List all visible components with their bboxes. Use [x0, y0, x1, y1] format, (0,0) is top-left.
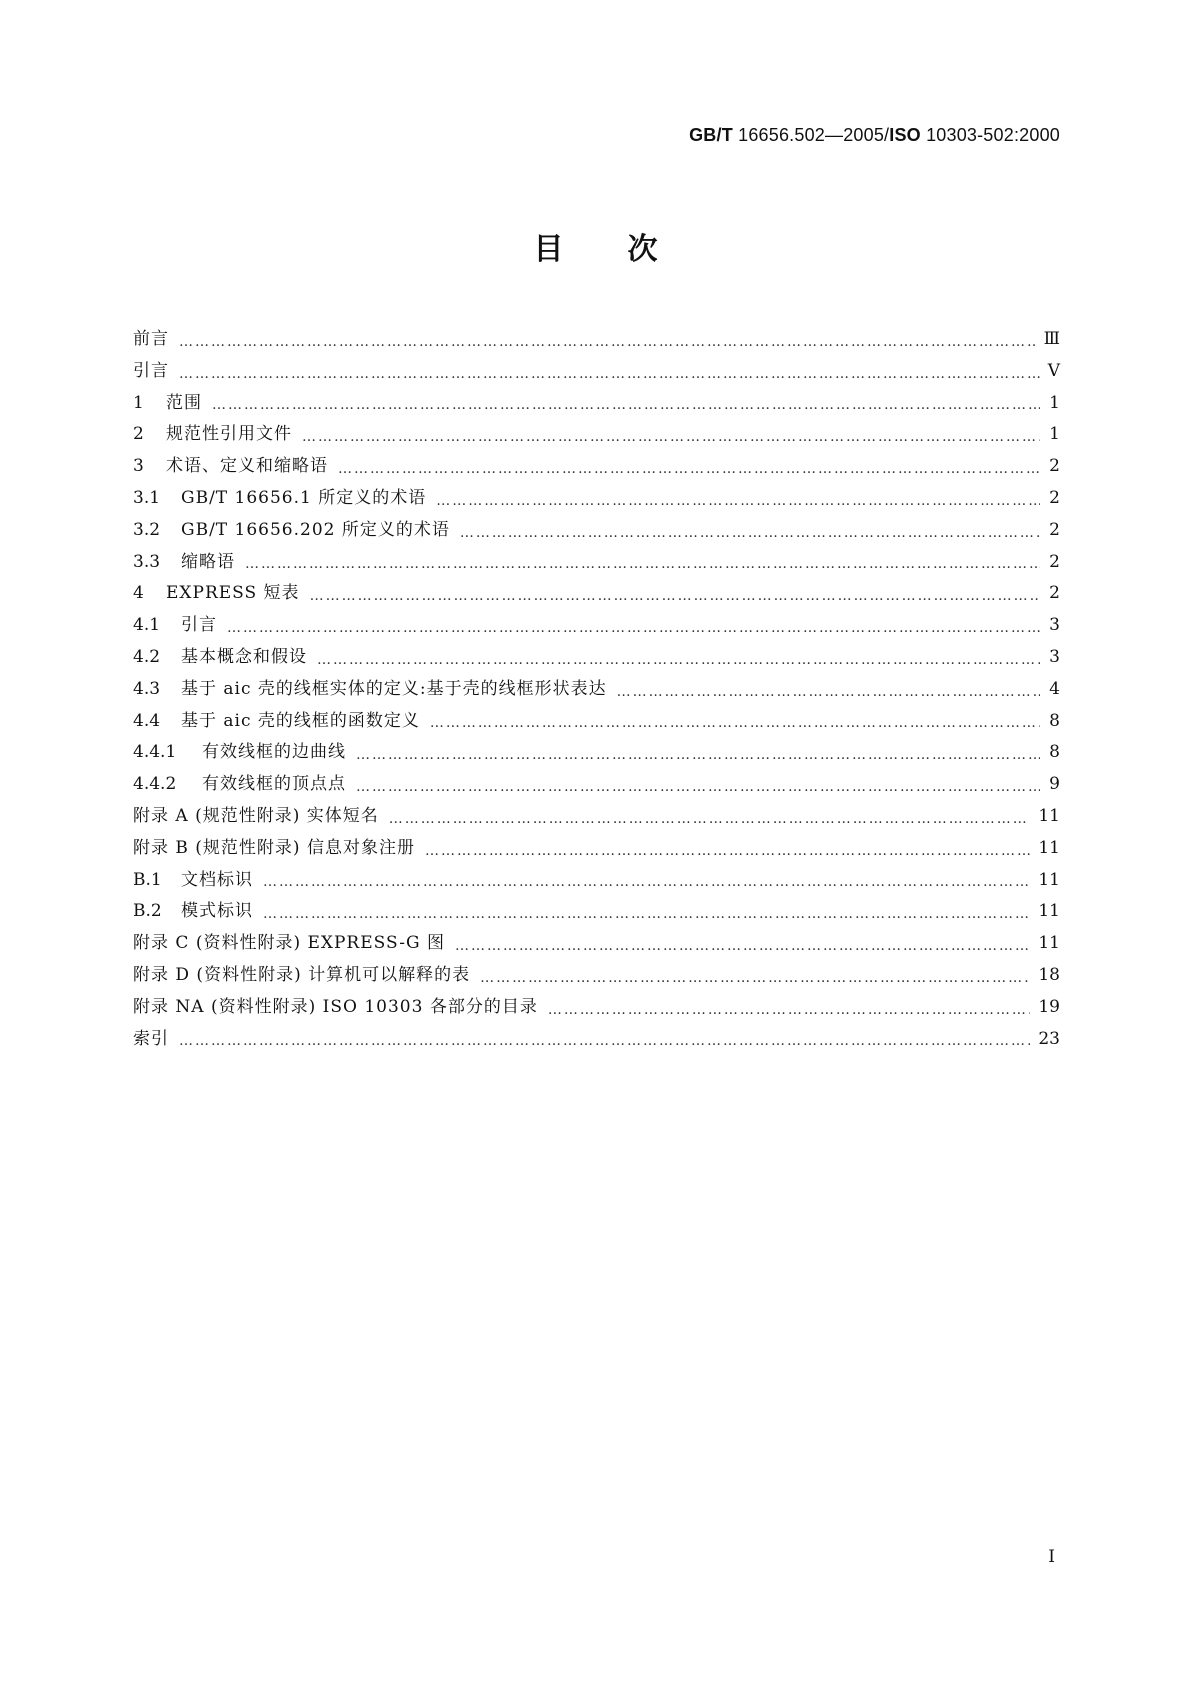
toc-entry[interactable] [133, 610, 1060, 642]
standard-number [689, 125, 1060, 146]
toc-entry-label: 缩略语 [181, 551, 235, 572]
toc-dot-leader [548, 1002, 1031, 1018]
toc-entry-number: 4.4.1 [133, 742, 177, 763]
toc-entry-page: 11 [1038, 933, 1060, 954]
toc-entry-label: 索引 [133, 1028, 169, 1049]
std-code-iso: 10303-502:2000 [926, 125, 1060, 145]
toc-entry-number: 4.3 [133, 678, 161, 699]
toc-entry-page: Ⅴ [1047, 360, 1060, 381]
toc-entry[interactable] [133, 801, 1060, 833]
toc-entry-number: B.2 [133, 901, 162, 922]
toc-entry-label: 附录 A (规范性附录) 实体短名 [133, 805, 379, 826]
page-number: I [1048, 1547, 1055, 1567]
toc-entry-page: 2 [1049, 551, 1060, 572]
toc-entry-label: 基于 aic 壳的线框的函数定义 [181, 710, 420, 731]
toc-entry-label: 有效线框的边曲线 [202, 742, 346, 763]
toc-entry-label: 附录 NA (资料性附录) ISO 10303 各部分的目录 [133, 996, 538, 1017]
toc-entry[interactable] [133, 960, 1060, 992]
toc-entry-number: 1 [133, 392, 144, 413]
toc-entry-page: 1 [1049, 392, 1060, 413]
toc-entry-page: 1 [1049, 424, 1060, 445]
toc-entry[interactable] [133, 356, 1060, 388]
toc-entry-page: 11 [1038, 837, 1060, 858]
toc-entry-page: 18 [1038, 964, 1060, 985]
std-code-gb: 16656.502—2005/ [738, 125, 890, 145]
toc-entry-label: 附录 D (资料性附录) 计算机可以解释的表 [133, 964, 471, 985]
toc-entry-label: 模式标识 [181, 901, 253, 922]
toc-entry-number: 4.1 [133, 615, 161, 636]
toc-entry[interactable] [133, 419, 1060, 451]
toc-dot-leader [179, 366, 1040, 382]
toc-entry[interactable] [133, 483, 1060, 515]
toc-entry-page: Ⅲ [1043, 329, 1060, 349]
toc-entry-number: 3 [133, 456, 144, 477]
toc-entry-label: GB/T 16656.1 所定义的术语 [181, 487, 427, 508]
toc-entry-label: 附录 C (资料性附录) EXPRESS-G 图 [133, 933, 445, 954]
toc-entry-page: 2 [1049, 487, 1060, 508]
toc-entry-page: 3 [1049, 615, 1060, 636]
page-title: 目次 [533, 232, 722, 267]
toc-entry[interactable] [133, 388, 1060, 420]
toc-dot-leader [356, 747, 1040, 763]
toc-dot-leader [430, 715, 1040, 731]
toc-entry[interactable] [133, 451, 1060, 483]
toc-entry-label: 有效线框的顶点点 [202, 774, 346, 795]
toc-entry-number: 3.3 [133, 551, 161, 572]
toc-dot-leader [179, 334, 1036, 350]
toc-dot-leader [245, 556, 1040, 572]
toc-entry-page: 11 [1038, 805, 1060, 826]
toc-dot-leader [425, 843, 1030, 859]
toc-entry-number: 3.1 [133, 487, 161, 508]
toc-entry[interactable] [133, 737, 1060, 769]
toc-entry-label: 引言 [133, 360, 169, 381]
toc-dot-leader [212, 397, 1040, 413]
std-prefix-iso: ISO [889, 125, 921, 145]
toc-entry-label: 规范性引用文件 [166, 424, 292, 445]
toc-entry-page: 4 [1049, 678, 1060, 699]
toc-entry-page: 11 [1038, 901, 1060, 922]
toc-entry[interactable] [133, 578, 1060, 610]
toc-entry-page: 8 [1049, 710, 1060, 731]
toc-dot-leader [179, 1033, 1030, 1049]
toc-entry[interactable] [133, 706, 1060, 738]
toc-dot-leader [310, 588, 1040, 604]
toc-entry-label: 基本概念和假设 [181, 646, 307, 667]
toc-entry-label: EXPRESS 短表 [166, 583, 300, 604]
toc-entry-page: 2 [1049, 583, 1060, 604]
toc-entry-label: 引言 [181, 615, 217, 636]
toc-dot-leader [302, 429, 1040, 445]
toc-entry-page: 3 [1049, 646, 1060, 667]
toc-entry[interactable] [133, 928, 1060, 960]
toc-dot-leader [617, 684, 1040, 700]
toc-dot-leader [317, 652, 1040, 668]
toc-entry-number: 3.2 [133, 519, 161, 540]
toc-entry-number: B.1 [133, 869, 162, 890]
toc-entry-number: 4 [133, 583, 144, 604]
toc-entry-page: 8 [1049, 742, 1060, 763]
toc-entry-page: 2 [1049, 519, 1060, 540]
toc-dot-leader [356, 779, 1040, 795]
toc-entry[interactable] [133, 674, 1060, 706]
toc-entry-number: 4.2 [133, 646, 161, 667]
toc-entry[interactable] [133, 515, 1060, 547]
toc-dot-leader [338, 461, 1040, 477]
toc-entry-number: 2 [133, 424, 144, 445]
toc-entry-label: GB/T 16656.202 所定义的术语 [181, 519, 450, 540]
toc-dot-leader [455, 938, 1030, 954]
toc-dot-leader [263, 874, 1030, 890]
toc-entry[interactable] [133, 1024, 1060, 1056]
toc-entry-page: 19 [1038, 996, 1060, 1017]
toc-entry-page: 2 [1049, 456, 1060, 477]
toc-entry-label: 前言 [133, 329, 169, 349]
toc-entry[interactable] [133, 642, 1060, 674]
toc-entry-label: 术语、定义和缩略语 [166, 456, 328, 477]
table-of-contents [133, 324, 1060, 1055]
toc-entry[interactable] [133, 833, 1060, 865]
toc-entry-page: 11 [1038, 869, 1060, 890]
toc-entry-label: 文档标识 [181, 869, 253, 890]
toc-entry-label: 基于 aic 壳的线框实体的定义:基于壳的线框形状表达 [181, 678, 607, 699]
toc-dot-leader [263, 906, 1030, 922]
toc-entry[interactable] [133, 547, 1060, 579]
toc-entry-number: 4.4 [133, 710, 161, 731]
toc-dot-leader [460, 525, 1040, 541]
toc-entry-page: 23 [1038, 1028, 1060, 1049]
toc-entry-label: 范围 [166, 392, 202, 413]
toc-dot-leader [227, 620, 1040, 636]
toc-dot-leader [480, 970, 1030, 986]
toc-dot-leader [436, 493, 1040, 509]
toc-entry-page: 9 [1049, 774, 1060, 795]
toc-entry[interactable] [133, 865, 1060, 897]
toc-entry-label: 附录 B (规范性附录) 信息对象注册 [133, 837, 415, 858]
std-prefix-gbt: GB/T [689, 125, 733, 145]
toc-dot-leader [389, 811, 1031, 827]
toc-entry[interactable] [133, 324, 1060, 356]
toc-entry[interactable] [133, 896, 1060, 928]
toc-entry[interactable] [133, 769, 1060, 801]
toc-entry[interactable] [133, 992, 1060, 1024]
toc-entry-number: 4.4.2 [133, 774, 177, 795]
